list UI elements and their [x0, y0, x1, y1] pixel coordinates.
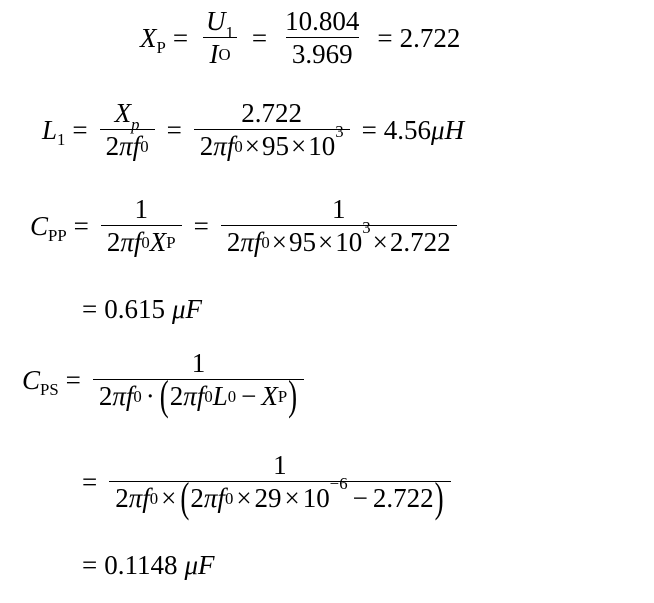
equals-sign-3: =: [361, 114, 377, 145]
fraction-numerator: 10.804: [285, 6, 360, 36]
fraction-denominator: I O: [203, 37, 236, 68]
equals-sign: =: [82, 550, 98, 580]
equals-sign-3: =: [377, 22, 393, 53]
fraction-numerator: 1: [331, 194, 346, 224]
fraction-xp-over-2pif0: [100, 100, 155, 160]
l1-unit-prefix: μ: [431, 114, 445, 145]
equation-cps-expanded: [82, 450, 456, 521]
cpp-symbol: $C_{PP}$: [30, 210, 67, 245]
cps-unit-prefix: μ: [184, 550, 199, 580]
fraction-numerator: 2.722: [241, 98, 303, 128]
fraction-numerator: 1: [134, 194, 148, 224]
equals-sign: =: [82, 294, 98, 324]
fraction-2722-over-denominator: [194, 100, 350, 160]
equation-cps-result: [82, 552, 215, 579]
fraction-numerator: X p: [114, 98, 140, 134]
fraction-1-over-expanded-group: [109, 450, 450, 521]
equation-xp: [140, 8, 460, 68]
equals-sign: =: [82, 466, 98, 497]
fraction-numerator: 1: [273, 450, 287, 480]
fraction-numeric: [279, 8, 365, 68]
cps-symbol: $C_{PS}$: [22, 364, 59, 399]
cpp-unit-prefix: μ: [171, 294, 186, 324]
fraction-1-over-2pif0-group: [93, 348, 304, 419]
equation-l1: [42, 100, 464, 160]
equals-sign-2: =: [166, 114, 182, 145]
fraction-numerator: 1: [191, 348, 206, 378]
equation-cpp-result: [82, 296, 202, 323]
fraction-denominator: 2 π f 0 X P: [101, 225, 182, 256]
l1-symbol: $L_1$: [42, 114, 66, 149]
l1-unit: H: [444, 114, 465, 145]
fraction-numerator: U 1: [206, 6, 234, 42]
cps-result-value: 0.1148: [104, 550, 178, 580]
fraction-denominator: 2 π f 0 × 95 × 10 3 × 2.722: [221, 225, 457, 256]
equals-sign: =: [73, 210, 89, 241]
fraction-denominator: 2 π f 0: [100, 129, 155, 160]
fraction-1-over-expanded: [221, 196, 457, 256]
l1-result: 4.56: [383, 114, 432, 145]
equation-cpp: [30, 196, 462, 256]
xp-symbol: $X_P$: [140, 22, 166, 57]
cps-unit: F: [198, 550, 215, 580]
fraction-denominator: 2 π f 0 × 95 × 10 3: [194, 129, 350, 160]
fraction-1-over-2pif0xp: [101, 196, 182, 256]
equals-sign: =: [65, 364, 81, 395]
equals-sign: =: [72, 114, 88, 145]
equals-sign-2: =: [193, 210, 209, 241]
equals-sign: =: [172, 22, 189, 53]
xp-result: 2.722: [399, 22, 461, 53]
fraction-denominator: 3.969: [286, 37, 359, 68]
fraction-denominator: 2 π f 0 · ( 2 π f 0 L 0 − X P ): [93, 379, 304, 410]
equals-sign-2: =: [251, 22, 268, 53]
cpp-result-value: 0.615: [104, 294, 165, 324]
fraction-u1-io: [200, 8, 240, 68]
equation-cps: [22, 348, 309, 419]
cpp-unit: F: [185, 294, 203, 324]
fraction-denominator: 2 π f 0 × ( 2 π f 0 × 29 × 10 −6 − 2.722 ): [109, 481, 450, 512]
